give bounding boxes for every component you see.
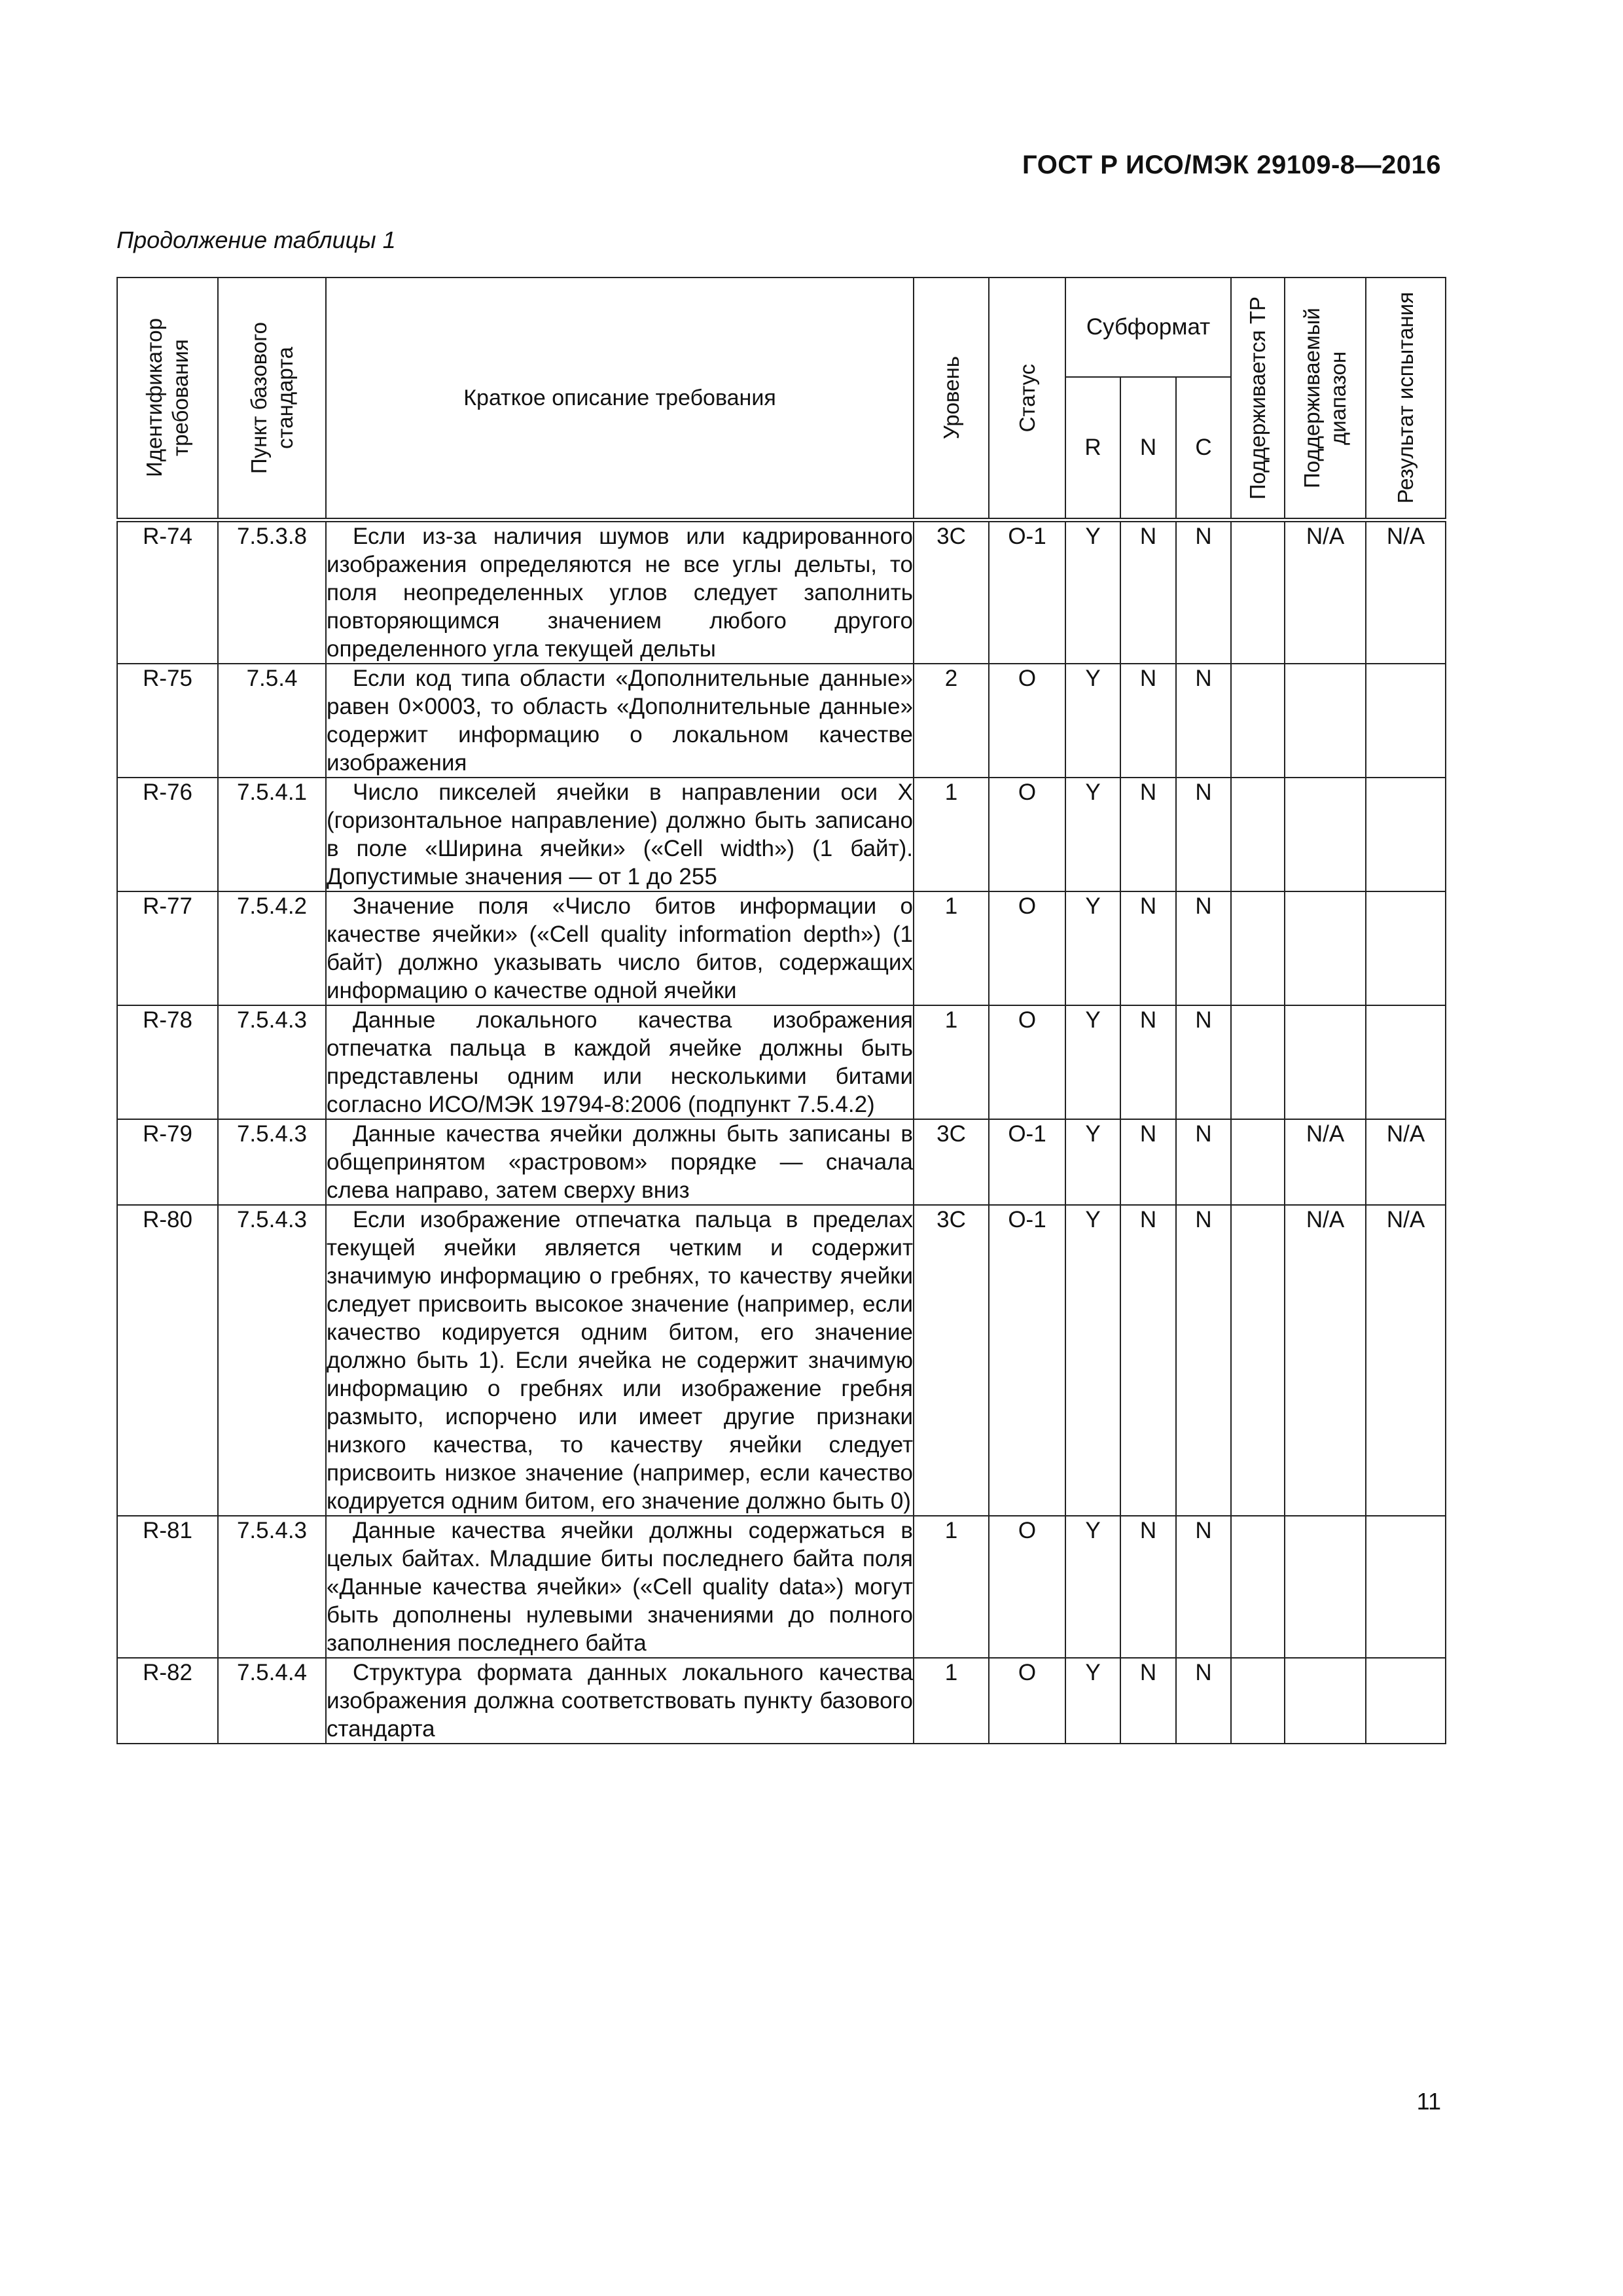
cell-clause: 7.5.4.3 bbox=[218, 1119, 326, 1205]
cell-sub-c: N bbox=[1176, 1205, 1231, 1516]
cell-clause: 7.5.4 bbox=[218, 664, 326, 778]
cell-status: O bbox=[989, 1516, 1065, 1658]
cell-id: R-76 bbox=[117, 778, 218, 891]
cell-sub-n: N bbox=[1120, 778, 1176, 891]
cell-level: 1 bbox=[914, 1516, 989, 1658]
cell-id: R-74 bbox=[117, 520, 218, 664]
table-row bbox=[117, 1516, 1446, 1658]
cell-clause: 7.5.4.2 bbox=[218, 891, 326, 1005]
cell-status: O-1 bbox=[989, 1119, 1065, 1205]
cell-level: 1 bbox=[914, 1658, 989, 1744]
cell-status: O bbox=[989, 891, 1065, 1005]
cell-sub-r: Y bbox=[1065, 664, 1120, 778]
cell-sub-n: N bbox=[1120, 664, 1176, 778]
cell-status: O bbox=[989, 664, 1065, 778]
cell-sub-n: N bbox=[1120, 1516, 1176, 1658]
cell-supported-range bbox=[1285, 664, 1366, 778]
table-row bbox=[117, 1119, 1446, 1205]
cell-supported-range bbox=[1285, 891, 1366, 1005]
cell-description: Данные локального качества изображения отпечатка пальца в каждой ячейке должны быть представлены одним или несколькими битами согласно ИСО/МЭК 19794-8:2006 (подпункт 7.5.4.2) bbox=[326, 1005, 914, 1119]
cell-description: Данные качества ячейки должны содержаться в целых байтах. Младшие биты последнего байта поля «Данные качества ячейки» («Cell quality data») могут быть дополнены нулевыми значениями до полного заполнения последнего байта bbox=[326, 1516, 914, 1658]
cell-sub-c: N bbox=[1176, 1005, 1231, 1119]
cell-clause: 7.5.4.4 bbox=[218, 1658, 326, 1744]
cell-status: O-1 bbox=[989, 520, 1065, 664]
cell-supported-tp bbox=[1231, 664, 1285, 778]
col-header-description: Краткое описание требования bbox=[326, 278, 914, 520]
col-header-id: Идентификатор требования bbox=[117, 278, 218, 520]
cell-sub-r: Y bbox=[1065, 1205, 1120, 1516]
col-header-supported-tp: Поддерживается ТР bbox=[1231, 278, 1285, 520]
col-header-level: Уровень bbox=[914, 278, 989, 520]
cell-level: 1 bbox=[914, 891, 989, 1005]
table-row bbox=[117, 664, 1446, 778]
cell-supported-tp bbox=[1231, 1005, 1285, 1119]
table-row bbox=[117, 1205, 1446, 1516]
cell-supported-range: N/A bbox=[1285, 520, 1366, 664]
cell-sub-c: N bbox=[1176, 664, 1231, 778]
cell-level: 1 bbox=[914, 778, 989, 891]
cell-supported-tp bbox=[1231, 1658, 1285, 1744]
cell-level: 2 bbox=[914, 664, 989, 778]
cell-supported-range bbox=[1285, 778, 1366, 891]
cell-id: R-77 bbox=[117, 891, 218, 1005]
cell-clause: 7.5.4.1 bbox=[218, 778, 326, 891]
cell-sub-n: N bbox=[1120, 1205, 1176, 1516]
cell-supported-tp bbox=[1231, 891, 1285, 1005]
col-header-test-result: Результат испытания bbox=[1366, 278, 1446, 520]
col-header-supported-range: Поддерживаемый диапазон bbox=[1285, 278, 1366, 520]
table-row bbox=[117, 520, 1446, 664]
cell-id: R-80 bbox=[117, 1205, 218, 1516]
cell-status: O bbox=[989, 1658, 1065, 1744]
cell-sub-r: Y bbox=[1065, 1516, 1120, 1658]
cell-sub-c: N bbox=[1176, 778, 1231, 891]
cell-supported-range bbox=[1285, 1516, 1366, 1658]
cell-status: O bbox=[989, 778, 1065, 891]
cell-id: R-75 bbox=[117, 664, 218, 778]
cell-sub-c: N bbox=[1176, 1658, 1231, 1744]
cell-sub-c: N bbox=[1176, 1119, 1231, 1205]
cell-description: Значение поля «Число битов информации о качестве ячейки» («Cell quality information depth») (1 байт) должно указывать число битов, содержащих информацию о качестве одной ячейки bbox=[326, 891, 914, 1005]
requirements-table bbox=[116, 277, 1446, 1744]
cell-status: O bbox=[989, 1005, 1065, 1119]
cell-id: R-79 bbox=[117, 1119, 218, 1205]
cell-test-result: N/A bbox=[1366, 520, 1446, 664]
cell-id: R-82 bbox=[117, 1658, 218, 1744]
cell-test-result bbox=[1366, 1516, 1446, 1658]
cell-sub-c: N bbox=[1176, 520, 1231, 664]
cell-test-result bbox=[1366, 664, 1446, 778]
cell-test-result bbox=[1366, 891, 1446, 1005]
cell-sub-n: N bbox=[1120, 520, 1176, 664]
table-continuation-caption: Продолжение таблицы 1 bbox=[116, 226, 396, 253]
cell-sub-r: Y bbox=[1065, 1658, 1120, 1744]
cell-sub-r: Y bbox=[1065, 891, 1120, 1005]
cell-test-result: N/A bbox=[1366, 1119, 1446, 1205]
cell-sub-r: Y bbox=[1065, 1005, 1120, 1119]
col-header-sub-r: R bbox=[1065, 377, 1120, 520]
cell-supported-range bbox=[1285, 1658, 1366, 1744]
col-header-sub-n: N bbox=[1120, 377, 1176, 520]
cell-sub-n: N bbox=[1120, 891, 1176, 1005]
cell-level: 3C bbox=[914, 1205, 989, 1516]
cell-description: Если изображение отпечатка пальца в пределах текущей ячейки является четким и содержит значимую информацию о гребнях, то качеству ячейки следует присвоить высокое значение (например, если качество кодируется одним битом, его значение должно быть 1). Если ячейка не содержит значимую информацию о гребнях или изображение гребня размыто, испорчено или имеет другие признаки низкого качества, то качеству ячейки следует присвоить низкое значение (например, если качество кодируется одним битом, его значение должно быть 0) bbox=[326, 1205, 914, 1516]
cell-clause: 7.5.4.3 bbox=[218, 1516, 326, 1658]
cell-supported-range bbox=[1285, 1005, 1366, 1119]
cell-clause: 7.5.4.3 bbox=[218, 1205, 326, 1516]
col-header-subformat: Субформат bbox=[1065, 278, 1231, 377]
cell-sub-n: N bbox=[1120, 1005, 1176, 1119]
col-header-sub-c: C bbox=[1176, 377, 1231, 520]
table-row bbox=[117, 1658, 1446, 1744]
cell-supported-tp bbox=[1231, 1516, 1285, 1658]
cell-sub-r: Y bbox=[1065, 520, 1120, 664]
cell-test-result bbox=[1366, 1005, 1446, 1119]
cell-id: R-78 bbox=[117, 1005, 218, 1119]
cell-description: Если код типа области «Дополнительные данные» равен 0×0003, то область «Дополнительные данные» содержит информацию о локальном качестве изображения bbox=[326, 664, 914, 778]
cell-sub-r: Y bbox=[1065, 778, 1120, 891]
cell-description: Если из-за наличия шумов или кадрированного изображения определяются не все углы дельты, то поля неопределенных углов следует заполнить повторяющимся значением любого другого определенного угла текущей дельты bbox=[326, 520, 914, 664]
cell-description: Число пикселей ячейки в направлении оси X (горизонтальное направление) должно быть записано в поле «Ширина ячейки» («Cell width») (1 байт). Допустимые значения — от 1 до 255 bbox=[326, 778, 914, 891]
cell-description: Данные качества ячейки должны быть записаны в общепринятом «растровом» порядке — сначала слева направо, затем сверху вниз bbox=[326, 1119, 914, 1205]
table-row bbox=[117, 778, 1446, 891]
page-number: 11 bbox=[1416, 2088, 1441, 2115]
cell-supported-tp bbox=[1231, 520, 1285, 664]
cell-level: 3C bbox=[914, 520, 989, 664]
cell-clause: 7.5.4.3 bbox=[218, 1005, 326, 1119]
cell-sub-n: N bbox=[1120, 1119, 1176, 1205]
cell-level: 3C bbox=[914, 1119, 989, 1205]
cell-sub-r: Y bbox=[1065, 1119, 1120, 1205]
cell-clause: 7.5.3.8 bbox=[218, 520, 326, 664]
cell-status: O-1 bbox=[989, 1205, 1065, 1516]
cell-supported-tp bbox=[1231, 1119, 1285, 1205]
cell-supported-tp bbox=[1231, 778, 1285, 891]
cell-level: 1 bbox=[914, 1005, 989, 1119]
col-header-status: Статус bbox=[989, 278, 1065, 520]
cell-sub-c: N bbox=[1176, 891, 1231, 1005]
col-header-clause: Пункт базового стандарта bbox=[218, 278, 326, 520]
cell-test-result bbox=[1366, 1658, 1446, 1744]
cell-test-result: N/A bbox=[1366, 1205, 1446, 1516]
document-code: ГОСТ Р ИСО/МЭК 29109-8—2016 bbox=[1022, 151, 1441, 179]
cell-id: R-81 bbox=[117, 1516, 218, 1658]
cell-supported-range: N/A bbox=[1285, 1205, 1366, 1516]
cell-supported-range: N/A bbox=[1285, 1119, 1366, 1205]
cell-sub-n: N bbox=[1120, 1658, 1176, 1744]
cell-description: Структура формата данных локального качества изображения должна соответствовать пункту базового стандарта bbox=[326, 1658, 914, 1744]
table-row bbox=[117, 891, 1446, 1005]
cell-supported-tp bbox=[1231, 1205, 1285, 1516]
table-row bbox=[117, 1005, 1446, 1119]
cell-sub-c: N bbox=[1176, 1516, 1231, 1658]
cell-test-result bbox=[1366, 778, 1446, 891]
